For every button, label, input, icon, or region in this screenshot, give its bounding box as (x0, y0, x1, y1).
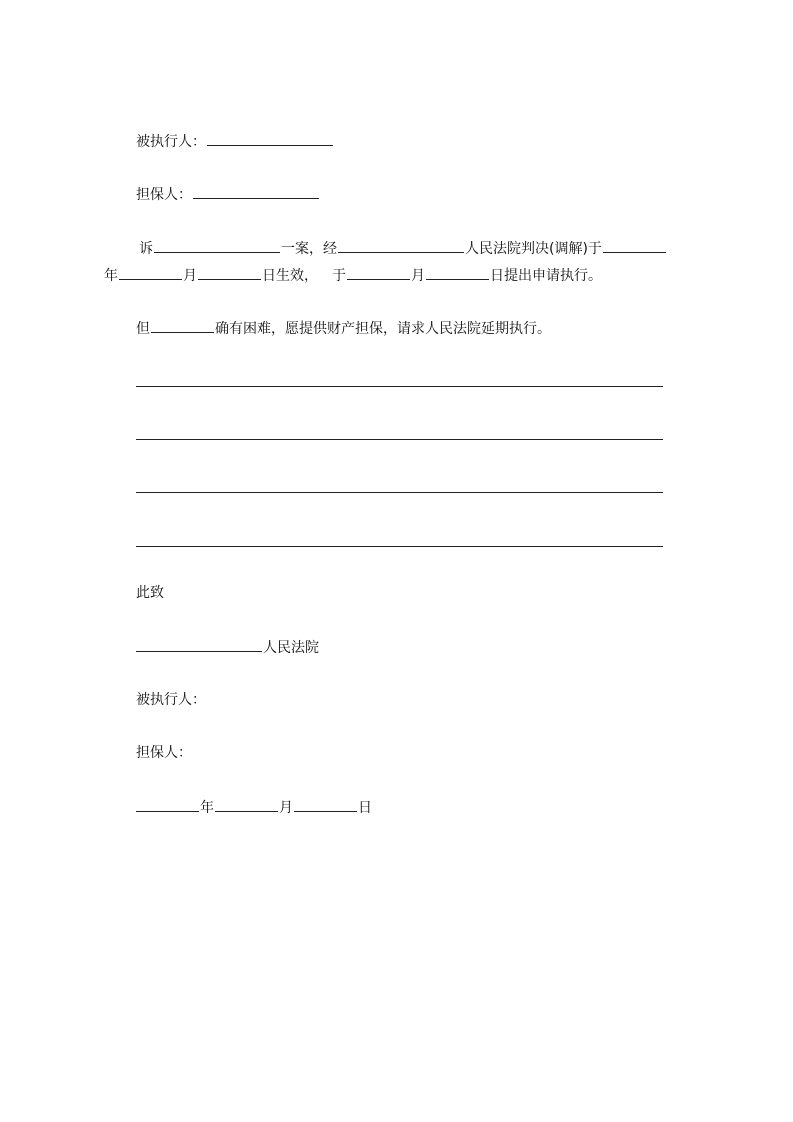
court-blank[interactable] (338, 238, 464, 253)
blank-rule-3[interactable] (136, 492, 663, 493)
case-mid: 一案，经 (281, 241, 337, 257)
month-char: 月 (183, 268, 197, 284)
judgment-year-blank[interactable] (603, 238, 666, 253)
effective-text: 日生效， (262, 268, 318, 284)
case-line-1 (139, 238, 667, 259)
respondent-sign: 被执行人： (136, 692, 206, 708)
respondent-label: 被执行人： (136, 134, 206, 150)
judgment-day-blank[interactable] (198, 265, 261, 280)
year-char: 年 (104, 268, 118, 284)
court-name-blank[interactable] (136, 637, 262, 652)
respondent-blank[interactable] (207, 131, 333, 146)
month-char-2: 月 (411, 268, 425, 284)
date-month: 月 (279, 800, 293, 816)
court-judgment: 人民法院判决(调解)于 (465, 241, 602, 257)
date-year-blank[interactable] (136, 797, 199, 812)
guarantor-sign: 担保人： (136, 745, 192, 761)
date-line (136, 797, 372, 818)
apply-month-blank[interactable] (347, 265, 410, 280)
judgment-month-blank[interactable] (119, 265, 182, 280)
case-prefix: 诉 (139, 241, 153, 257)
but-char: 但 (136, 321, 150, 337)
guarantor-label: 担保人： (136, 187, 192, 203)
guarantor-line (136, 184, 320, 205)
on-char: 于 (332, 268, 346, 284)
court-suffix: 人民法院 (263, 640, 319, 656)
date-day-blank[interactable] (294, 797, 357, 812)
apply-day-blank[interactable] (426, 265, 489, 280)
difficulty-text: 确有困难，愿提供财产担保，请求人民法院延期执行。 (215, 321, 551, 337)
date-day: 日 (358, 800, 372, 816)
date-month-blank[interactable] (215, 797, 278, 812)
court-address-line (136, 637, 319, 658)
salutation: 此致 (136, 585, 164, 601)
reason-blank[interactable] (151, 318, 214, 333)
respondent-line (136, 131, 334, 152)
case-line-2 (104, 265, 602, 286)
difficulty-line (136, 318, 551, 339)
apply-exec-text: 日提出申请执行。 (490, 268, 602, 284)
plaintiff-blank[interactable] (154, 238, 280, 253)
blank-rule-4[interactable] (136, 546, 663, 547)
blank-rule-2[interactable] (136, 439, 663, 440)
guarantor-blank[interactable] (193, 184, 319, 199)
date-year: 年 (200, 800, 214, 816)
blank-rule-1[interactable] (136, 386, 663, 387)
